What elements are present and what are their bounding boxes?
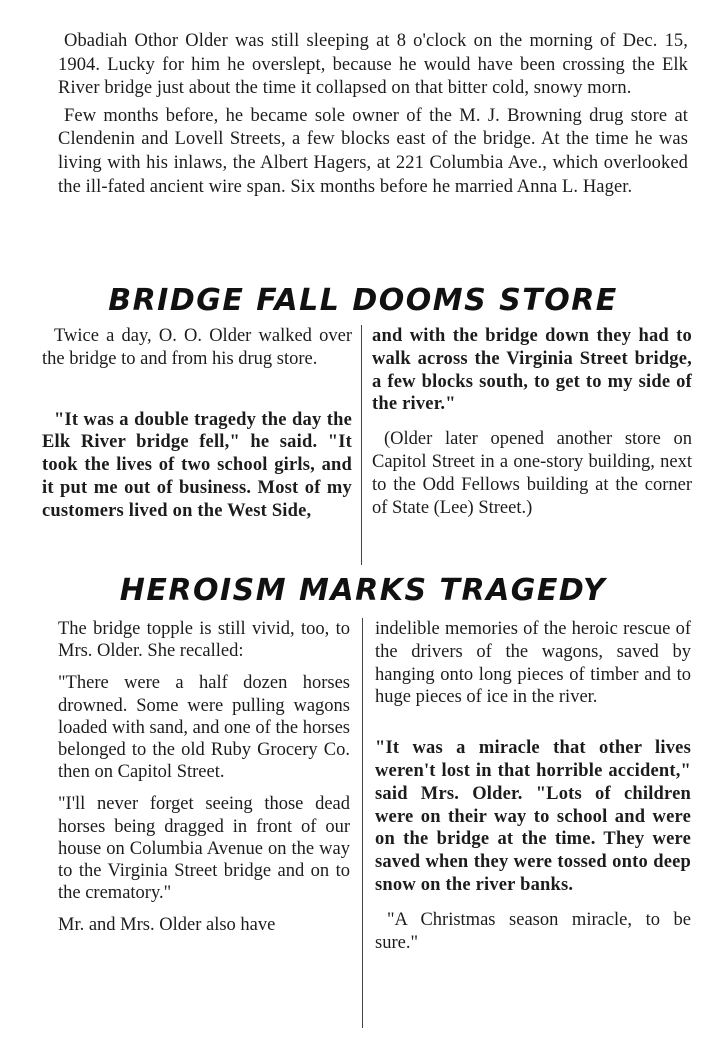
quote-paragraph: "It was a double tragedy the day the Elk River bridge fell," he said. "It took the lives of two school girls, and it put me out of business. Most of my customers lived on the West Side, bbox=[42, 409, 352, 521]
intro-text bbox=[58, 30, 688, 203]
body-paragraph: Twice a day, O. O. Older walked over the bridge to and from his drug store. bbox=[42, 326, 352, 369]
body-paragraph: "I'll never forget seeing those dead horses being dragged in front of our house on Columbia Avenue on the way to the Virginia Street bridge and on to the crematory." bbox=[58, 794, 350, 904]
headline-bridge-fall: BRIDGE FALL DOOMS STORE bbox=[108, 283, 618, 318]
body-paragraph: (Older later opened another store on Capitol Street in a one-story building, next to the Odd Fellows building at the corner of State (Lee) Street.) bbox=[372, 429, 692, 518]
section1-right-column bbox=[372, 325, 692, 531]
section2-right-column bbox=[375, 618, 691, 966]
column-divider bbox=[361, 325, 362, 565]
body-paragraph: indelible memories of the heroic rescue of the drivers of the wagons, saved by hanging onto long pieces of timber and to huge pieces of ice in the river. bbox=[375, 619, 691, 708]
section2-left-column bbox=[58, 618, 350, 947]
column-divider bbox=[362, 618, 363, 1028]
body-paragraph: Mr. and Mrs. Older also have bbox=[58, 915, 276, 936]
body-paragraph: "A Christmas season miracle, to be sure." bbox=[375, 909, 691, 953]
intro-paragraph: Few months before, he became sole owner of the M. J. Browning drug store at Clendenin and Lovell Streets, a few blocks east of the bridge. At the time he was living with his inlaws, the Albert Hagers, at 221 Columbia Ave., which overlooked the ill-fated ancient wire span. Six months before he married Anna L. Hager. bbox=[58, 105, 688, 197]
body-paragraph: "There were a half dozen horses drowned. Some were pulling wagons loaded with sand, and one of the horses belonged to the old Ruby Grocery Co. then on Capitol Street. bbox=[58, 673, 350, 783]
body-paragraph: The bridge topple is still vivid, too, to Mrs. Older. She recalled: bbox=[58, 619, 350, 662]
intro-paragraph: Obadiah Othor Older was still sleeping at 8 o'clock on the morning of Dec. 15, 1904. Lucky for him he overslept, because he would have been crossing the Elk River bridge just about the time it collapsed on that bitter cold, snowy morn. bbox=[58, 31, 688, 99]
quote-paragraph: "It was a miracle that other lives weren't lost in that horrible accident," said Mrs. Older. "Lots of children were on their way to school and were on the bridge at the time. They were saved when they were tossed onto deep snow on the river banks. bbox=[375, 738, 691, 895]
section1-left-column bbox=[42, 325, 352, 535]
quote-paragraph: and with the bridge down they had to walk across the Virginia Street bridge, a few blocks south, to get to my side of the river." bbox=[372, 326, 692, 415]
headline-heroism: HEROISM MARKS TRAGEDY bbox=[119, 573, 607, 608]
